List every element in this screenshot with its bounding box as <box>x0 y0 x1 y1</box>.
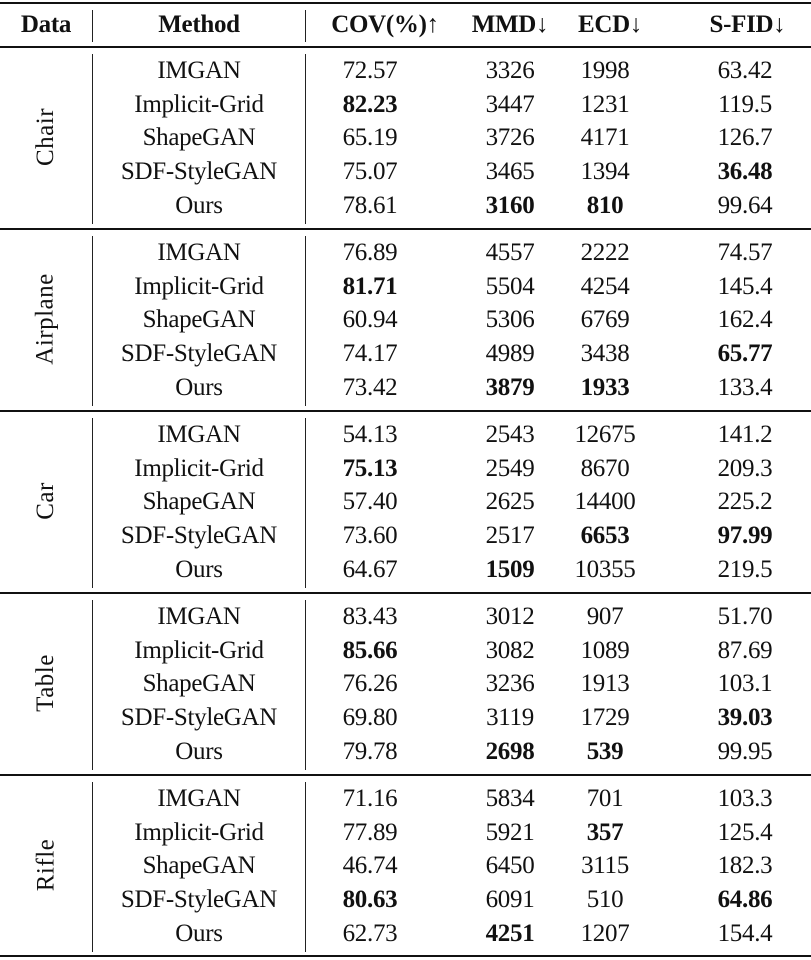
cell-ecd: 12675 <box>574 421 636 449</box>
cell-sfid: 39.03 <box>717 704 773 732</box>
cell-method: Implicit-Grid <box>134 90 264 118</box>
cell-cov: 74.17 <box>342 340 398 368</box>
cell-cov: 69.80 <box>342 704 398 732</box>
table-row <box>0 634 811 668</box>
cell-ecd: 1207 <box>580 919 630 947</box>
cell-method: SDF-StyleGAN <box>120 704 278 732</box>
cell-sfid: 74.57 <box>717 239 773 267</box>
table-row <box>0 600 811 634</box>
cell-mmd: 4557 <box>485 239 535 267</box>
group-label-text: Chair <box>31 107 59 167</box>
cell-sfid: 36.48 <box>717 158 773 186</box>
cell-sfid: 126.7 <box>717 124 773 152</box>
cell-sfid: 145.4 <box>717 272 773 300</box>
group-rule <box>0 410 811 412</box>
cell-method: ShapeGAN <box>142 488 256 516</box>
cell-method: Ours <box>175 373 223 401</box>
cell-ecd: 510 <box>586 886 624 914</box>
cell-ecd: 1998 <box>580 57 630 85</box>
cell-sfid: 63.42 <box>717 57 773 85</box>
cell-cov: 72.57 <box>342 57 398 85</box>
cell-ecd: 6653 <box>580 522 630 550</box>
table-row <box>0 782 811 816</box>
table-row <box>0 418 811 452</box>
cell-sfid: 64.86 <box>717 886 773 914</box>
table-row <box>0 370 811 404</box>
cell-mmd: 5504 <box>485 272 535 300</box>
table-row <box>0 485 811 519</box>
table-row <box>0 54 811 88</box>
cell-sfid: 65.77 <box>717 340 773 368</box>
cell-mmd: 2625 <box>485 488 535 516</box>
cell-sfid: 51.70 <box>717 603 773 631</box>
cell-cov: 78.61 <box>342 191 398 219</box>
cell-ecd: 1394 <box>580 158 630 186</box>
group-label-text: Table <box>31 654 59 712</box>
cell-sfid: 141.2 <box>717 421 773 449</box>
cell-sfid: 219.5 <box>717 555 773 583</box>
group-rule <box>0 228 811 230</box>
cell-ecd: 14400 <box>574 488 636 516</box>
cell-cov: 62.73 <box>342 919 398 947</box>
cell-ecd: 810 <box>586 191 624 219</box>
cell-ecd: 539 <box>586 737 624 765</box>
cell-ecd: 907 <box>586 603 624 631</box>
cell-mmd: 6450 <box>485 852 535 880</box>
cell-mmd: 3326 <box>485 57 535 85</box>
cell-mmd: 2549 <box>485 454 535 482</box>
table-row <box>0 188 811 222</box>
table-bottom-rule <box>0 955 811 957</box>
cell-cov: 76.89 <box>342 239 398 267</box>
cell-method: ShapeGAN <box>142 306 256 334</box>
cell-method: Ours <box>175 555 223 583</box>
cell-mmd: 6091 <box>485 886 535 914</box>
header-rule <box>0 46 811 48</box>
table-group <box>0 232 811 406</box>
header-cov: COV(%)↑ <box>331 11 439 38</box>
cell-ecd: 3438 <box>580 340 630 368</box>
cell-sfid: 97.99 <box>717 522 773 550</box>
cell-sfid: 87.69 <box>717 636 773 664</box>
cell-ecd: 10355 <box>574 555 636 583</box>
cell-ecd: 357 <box>586 818 624 846</box>
cell-cov: 80.63 <box>342 886 398 914</box>
cell-ecd: 1089 <box>580 636 630 664</box>
cell-cov: 85.66 <box>342 636 398 664</box>
cell-ecd: 1913 <box>580 670 630 698</box>
cell-mmd: 3236 <box>485 670 535 698</box>
table-row <box>0 519 811 553</box>
cell-method: IMGAN <box>157 421 241 449</box>
cell-sfid: 103.1 <box>717 670 773 698</box>
cell-cov: 81.71 <box>342 272 398 300</box>
cell-cov: 60.94 <box>342 306 398 334</box>
cell-method: IMGAN <box>157 785 241 813</box>
table-row <box>0 849 811 883</box>
cell-method: SDF-StyleGAN <box>120 340 278 368</box>
cell-method: IMGAN <box>157 603 241 631</box>
cell-cov: 65.19 <box>342 124 398 152</box>
header-data: Data <box>20 11 72 38</box>
cell-method: IMGAN <box>157 57 241 85</box>
header-mmd: MMD↓ <box>471 11 549 38</box>
cell-method: Ours <box>175 191 223 219</box>
cell-cov: 64.67 <box>342 555 398 583</box>
cell-method: Implicit-Grid <box>134 636 264 664</box>
table-row <box>0 303 811 337</box>
header-divider <box>305 10 306 42</box>
cell-cov: 82.23 <box>342 90 398 118</box>
table-row <box>0 337 811 371</box>
cell-cov: 71.16 <box>342 785 398 813</box>
table-row <box>0 88 811 122</box>
table-row <box>0 916 811 950</box>
cell-mmd: 5306 <box>485 306 535 334</box>
cell-sfid: 154.4 <box>717 919 773 947</box>
header-method: Method <box>158 11 240 38</box>
header-sfid: S-FID↓ <box>709 11 786 38</box>
table-group <box>0 596 811 770</box>
cell-mmd: 5921 <box>485 818 535 846</box>
table-row <box>0 452 811 486</box>
table-row <box>0 734 811 768</box>
cell-ecd: 4254 <box>580 272 630 300</box>
cell-method: Ours <box>175 919 223 947</box>
cell-mmd: 1509 <box>485 555 535 583</box>
cell-mmd: 3119 <box>486 704 534 732</box>
cell-method: ShapeGAN <box>142 124 256 152</box>
group-rule <box>0 592 811 594</box>
cell-ecd: 3115 <box>581 852 629 880</box>
table-group <box>0 414 811 588</box>
header-ecd: ECD↓ <box>577 11 643 38</box>
cell-cov: 83.43 <box>342 603 398 631</box>
cell-mmd: 3465 <box>485 158 535 186</box>
cell-sfid: 225.2 <box>717 488 773 516</box>
cell-sfid: 119.5 <box>718 90 772 118</box>
cell-mmd: 2698 <box>485 737 535 765</box>
cell-mmd: 3726 <box>485 124 535 152</box>
cell-method: Implicit-Grid <box>134 454 264 482</box>
cell-sfid: 162.4 <box>717 306 773 334</box>
cell-sfid: 209.3 <box>717 454 773 482</box>
cell-method: SDF-StyleGAN <box>120 886 278 914</box>
cell-sfid: 99.95 <box>717 737 773 765</box>
table-row <box>0 701 811 735</box>
table-row <box>0 883 811 917</box>
cell-sfid: 125.4 <box>717 818 773 846</box>
table-row <box>0 816 811 850</box>
cell-cov: 75.07 <box>342 158 398 186</box>
cell-method: IMGAN <box>157 239 241 267</box>
table-row <box>0 552 811 586</box>
cell-sfid: 133.4 <box>717 373 773 401</box>
cell-cov: 54.13 <box>342 421 398 449</box>
cell-method: Implicit-Grid <box>134 272 264 300</box>
cell-mmd: 3879 <box>485 373 535 401</box>
table-row <box>0 155 811 189</box>
group-label-text: Car <box>31 482 59 520</box>
cell-cov: 77.89 <box>342 818 398 846</box>
cell-cov: 76.26 <box>342 670 398 698</box>
cell-cov: 79.78 <box>342 737 398 765</box>
cell-method: SDF-StyleGAN <box>120 158 278 186</box>
cell-method: Implicit-Grid <box>134 818 264 846</box>
cell-mmd: 3082 <box>485 636 535 664</box>
cell-mmd: 3160 <box>485 191 535 219</box>
group-label-text: Rifle <box>32 838 59 892</box>
cell-ecd: 2222 <box>580 239 630 267</box>
table-group <box>0 778 811 952</box>
cell-ecd: 6769 <box>580 306 630 334</box>
cell-method: ShapeGAN <box>142 670 256 698</box>
group-label-text: Airplane <box>32 273 59 365</box>
cell-sfid: 99.64 <box>717 191 773 219</box>
cell-cov: 46.74 <box>342 852 398 880</box>
cell-method: SDF-StyleGAN <box>120 522 278 550</box>
table-row <box>0 667 811 701</box>
cell-cov: 73.60 <box>342 522 398 550</box>
cell-mmd: 3447 <box>485 90 535 118</box>
table-row <box>0 236 811 270</box>
cell-ecd: 1729 <box>580 704 630 732</box>
cell-mmd: 4989 <box>485 340 535 368</box>
cell-cov: 75.13 <box>342 454 398 482</box>
cell-sfid: 103.3 <box>717 785 773 813</box>
cell-ecd: 1933 <box>580 373 630 401</box>
table-row <box>0 270 811 304</box>
cell-ecd: 1231 <box>580 90 630 118</box>
cell-method: ShapeGAN <box>142 852 256 880</box>
cell-mmd: 2543 <box>485 421 535 449</box>
cell-sfid: 182.3 <box>717 852 773 880</box>
cell-mmd: 5834 <box>485 785 535 813</box>
cell-cov: 57.40 <box>342 488 398 516</box>
cell-cov: 73.42 <box>342 373 398 401</box>
table-group <box>0 50 811 224</box>
table-row <box>0 121 811 155</box>
cell-ecd: 8670 <box>580 454 630 482</box>
cell-ecd: 4171 <box>580 124 630 152</box>
cell-mmd: 2517 <box>485 522 535 550</box>
cell-mmd: 4251 <box>485 919 535 947</box>
cell-ecd: 701 <box>586 785 624 813</box>
cell-mmd: 3012 <box>485 603 535 631</box>
cell-method: Ours <box>175 737 223 765</box>
group-rule <box>0 774 811 776</box>
